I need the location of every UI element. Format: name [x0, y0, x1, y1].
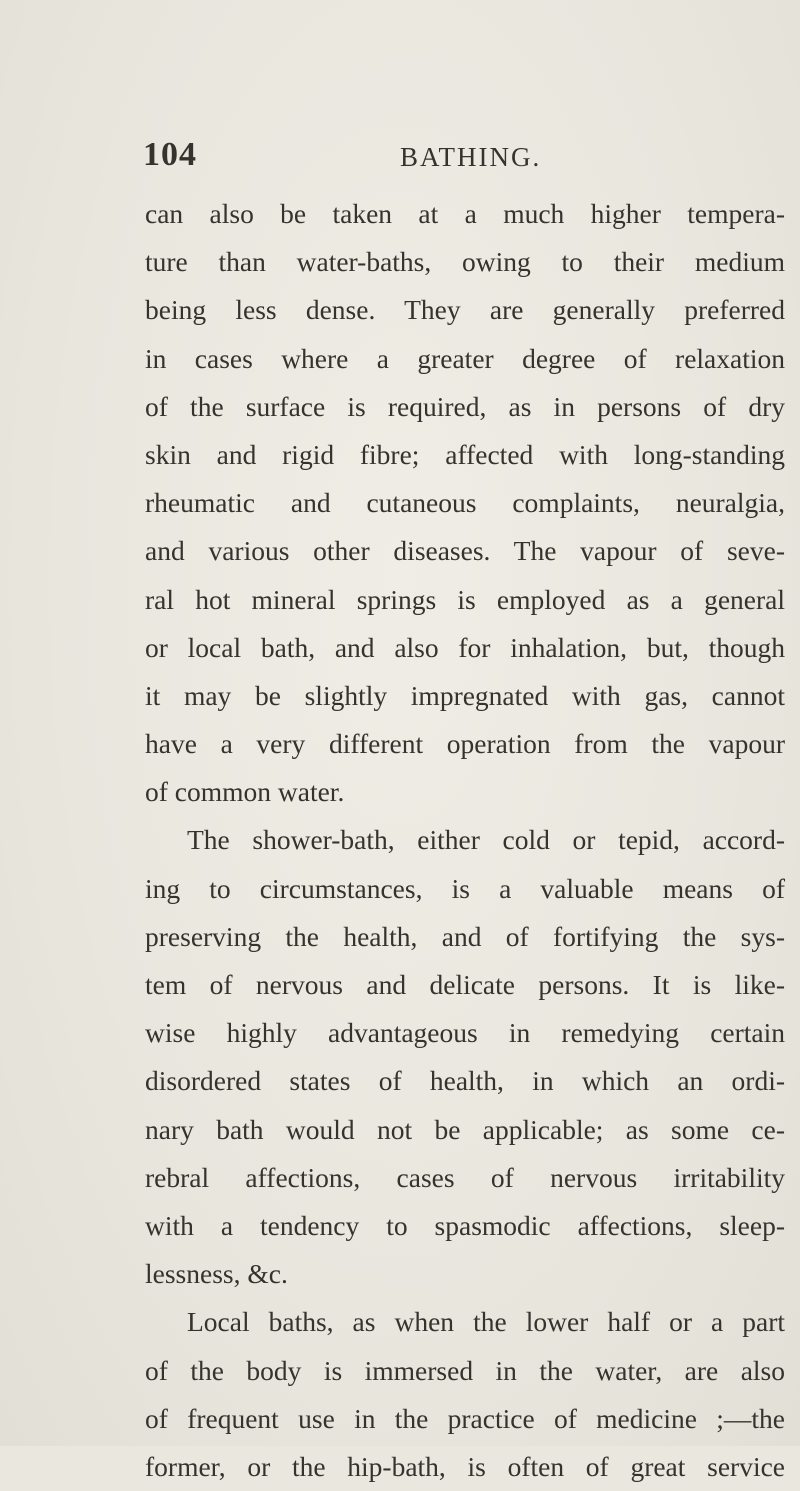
text-line: rheumatic and cutaneous complaints, neuralgia,	[145, 487, 785, 519]
text-line: in cases where a greater degree of relaxation	[145, 342, 785, 374]
text-line: disordered states of health, in which an ordi-	[145, 1065, 785, 1097]
text-line: rebral affections, cases of nervous irritability	[145, 1161, 785, 1193]
text-line: with a tendency to spasmodic affections, sleep-	[145, 1209, 785, 1241]
text-line: tem of nervous and delicate persons. It is like-	[145, 969, 785, 1000]
text-line: ture than water-baths, owing to their medium	[145, 246, 785, 278]
paragraph-end-line: of common water.	[145, 776, 345, 808]
text-line: and various other diseases. The vapour of seve-	[145, 535, 785, 567]
running-title: BATHING.	[400, 142, 542, 172]
text-line: of the surface is required, as in persons of dry	[145, 390, 785, 422]
body-text	[145, 190, 785, 1491]
running-head	[143, 136, 783, 184]
text-line: ral hot mineral springs is employed as a general	[145, 583, 785, 615]
text-line: preserving the health, and of fortifying the sys-	[145, 920, 785, 952]
text-line: have a very different operation from the vapour	[145, 728, 785, 760]
text-line: ing to circumstances, is a valuable means of	[145, 872, 785, 904]
text-line: of the body is immersed in the water, are also	[145, 1354, 785, 1386]
text-line: skin and rigid fibre; affected with long-standing	[145, 438, 785, 470]
page-number: 104	[143, 136, 197, 173]
text-line: former, or the hip-bath, is often of great service	[145, 1450, 785, 1482]
text-line: nary bath would not be applicable; as some ce-	[145, 1113, 785, 1145]
text-line: can also be taken at a much higher tempera-	[145, 198, 785, 229]
text-line: of frequent use in the practice of medicine ;—the	[145, 1402, 785, 1434]
paragraph-start-line: Local baths, as when the lower half or a part	[187, 1306, 785, 1338]
paragraph-end-line: lessness, &c.	[145, 1258, 288, 1290]
text-line: being less dense. They are generally preferred	[145, 294, 785, 326]
text-line: or local bath, and also for inhalation, but, though	[145, 631, 785, 663]
text-line: it may be slightly impregnated with gas, cannot	[145, 679, 785, 711]
text-line: wise highly advantageous in remedying certain	[145, 1017, 785, 1049]
paragraph-start-line: The shower-bath, either cold or tepid, accord-	[187, 824, 785, 856]
